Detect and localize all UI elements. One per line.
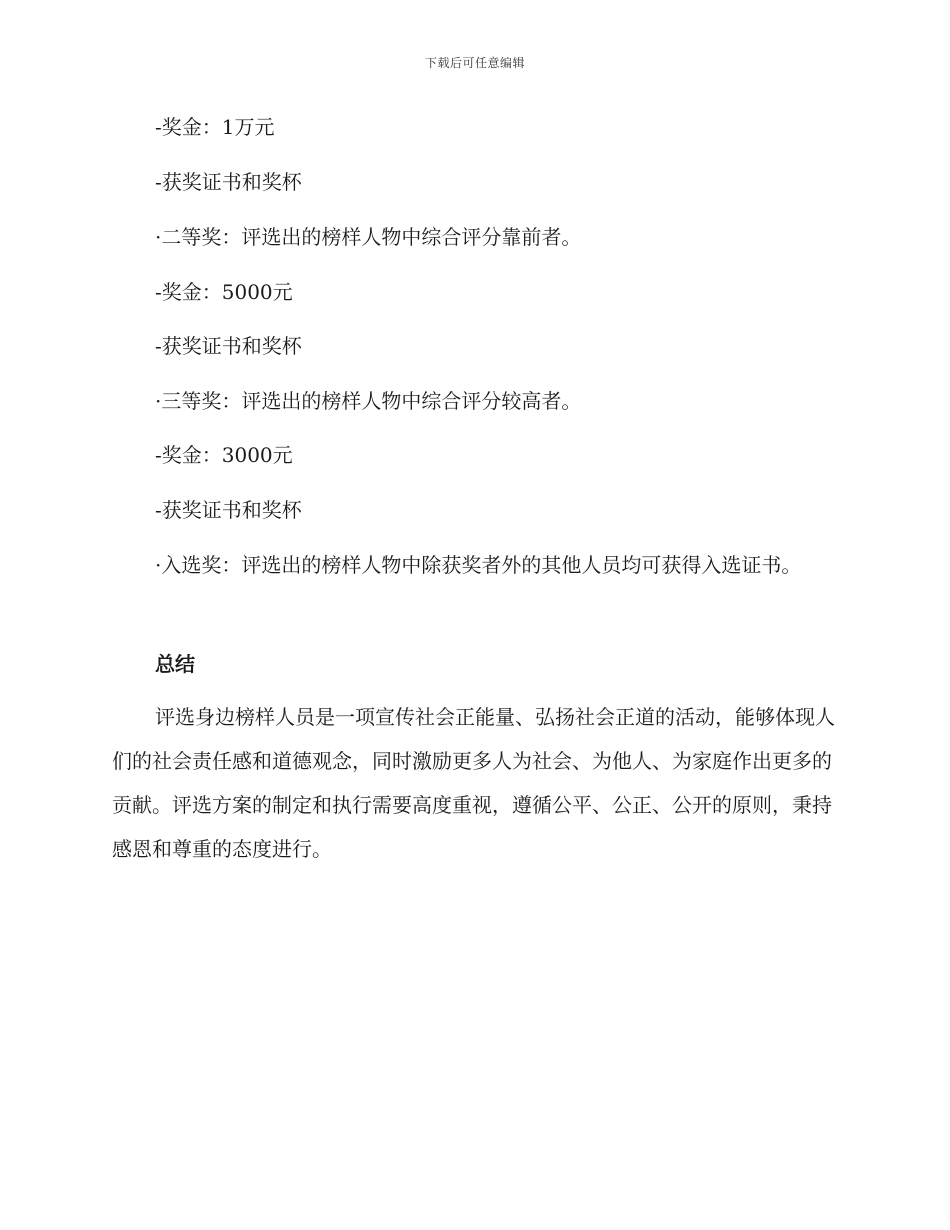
certificate-line: -获奖证书和奖杯 — [155, 170, 302, 194]
prize-amount-line: -奖金：3000元 — [155, 443, 293, 467]
prize-amount-line: -奖金：5000元 — [155, 280, 293, 304]
summary-paragraph — [112, 695, 837, 871]
prize-amount-line: -奖金：1万元 — [155, 115, 275, 139]
second-prize-line: ·二等奖：评选出的榜样人物中综合评分靠前者。 — [155, 225, 582, 249]
page-header-note: 下载后可任意编辑 — [424, 56, 525, 70]
third-prize-line: ·三等奖：评选出的榜样人物中综合评分较高者。 — [155, 389, 582, 413]
selection-award-text: ·入选奖：评选出的榜样人物中除获奖者外的其他人员均可获得入选证书。 — [155, 553, 802, 577]
certificate-line: -获奖证书和奖杯 — [155, 334, 302, 358]
summary-heading: 总结 — [155, 652, 195, 676]
selection-award-paragraph — [112, 543, 837, 587]
certificate-line: -获奖证书和奖杯 — [155, 498, 302, 522]
summary-text: 评选身边榜样人员是一项宣传社会正能量、弘扬社会正道的活动，能够体现人们的社会责任感和道德观念，同时激励更多人为社会、为他人、为家庭作出更多的贡献。评选方案的制定和执行需要高度重视，遵循公平、公正、公开的原则，秉持感恩和尊重的态度进行。 — [112, 705, 835, 861]
